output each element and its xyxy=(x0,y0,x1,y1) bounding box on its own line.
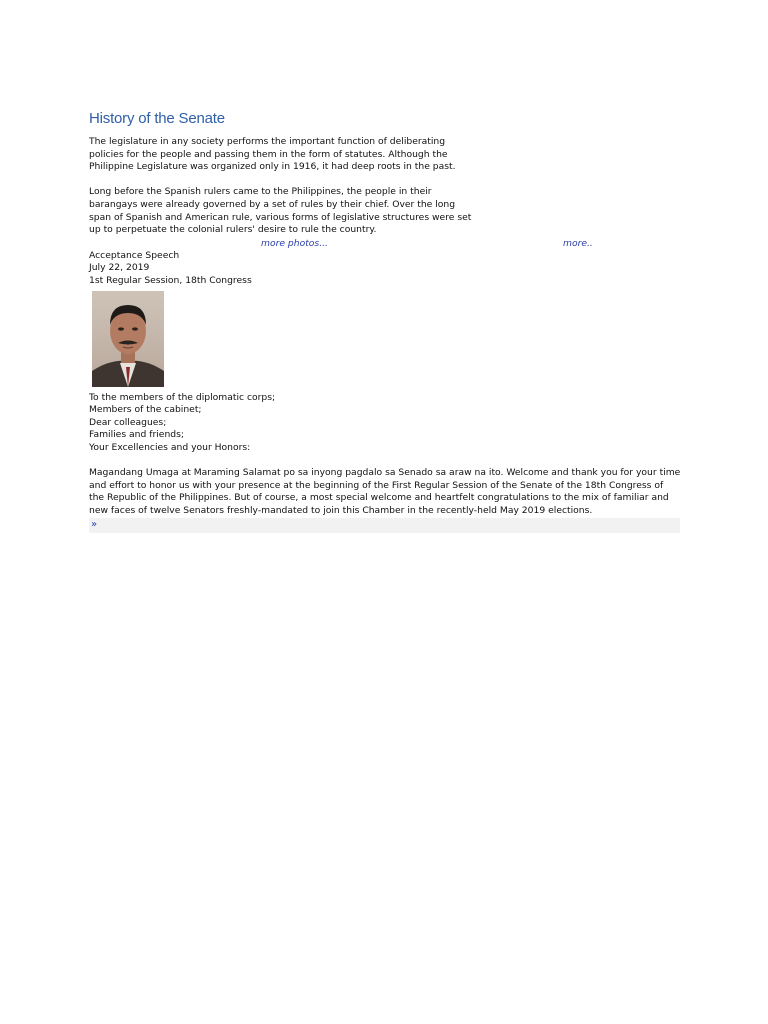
history-paragraph: The legislature in any society performs the important function of deliberating policies for the people and passing them in the form of statutes. Although the Philippine Legislature was organized only in 1916, it had deep roots in the past. xyxy=(89,136,456,173)
page-title: History of the Senate xyxy=(89,110,225,127)
more-photos-link[interactable]: more photos... xyxy=(261,237,328,249)
speech-header xyxy=(89,250,681,288)
greeting-line: To the members of the diplomatic corps; xyxy=(89,391,276,403)
senate-content xyxy=(89,110,681,533)
speech-session: 1st Regular Session, 18th Congress xyxy=(89,274,252,286)
links-row xyxy=(89,237,681,250)
history-paragraph: Long before the Spanish rulers came to the Philippines, the people in their barangays were already governed by a set of rules by their chief. Over the long span of Spanish and American rule, various forms of legislative structures were set up to perpetuate the colonial rulers' desire to rule the country. xyxy=(89,186,472,236)
history-intro xyxy=(89,136,474,237)
speech-date: July 22, 2019 xyxy=(89,262,150,274)
senator-portrait xyxy=(92,291,164,387)
speech-title: Acceptance Speech xyxy=(89,249,180,261)
greeting-line: Members of the cabinet; xyxy=(89,404,202,416)
read-more-link[interactable]: » xyxy=(91,519,98,531)
speech-body: Magandang Umaga at Maraming Salamat po sa inyong pagdalo sa Senado sa araw na ito. Welcome and thank you for your time and effort to honor us with your presence at the beginning of the First Regular Session of the Senate of the 18th Congress of the Republic of the Philippines. But of course, a most special welcome and heartfelt congratulations to the mix of familiar and new faces of twelve Senators freshly-mandated to join this Chamber in the recently-held May 2019 elections. xyxy=(89,467,681,516)
greeting-line: Your Excellencies and your Honors: xyxy=(89,441,251,453)
greeting-line: Dear colleagues; xyxy=(89,416,167,428)
more-link[interactable]: more.. xyxy=(563,237,593,249)
read-more-bar xyxy=(89,518,680,533)
portrait-image xyxy=(92,291,164,387)
speech-greetings xyxy=(89,392,681,455)
greeting-line: Families and friends; xyxy=(89,429,184,441)
